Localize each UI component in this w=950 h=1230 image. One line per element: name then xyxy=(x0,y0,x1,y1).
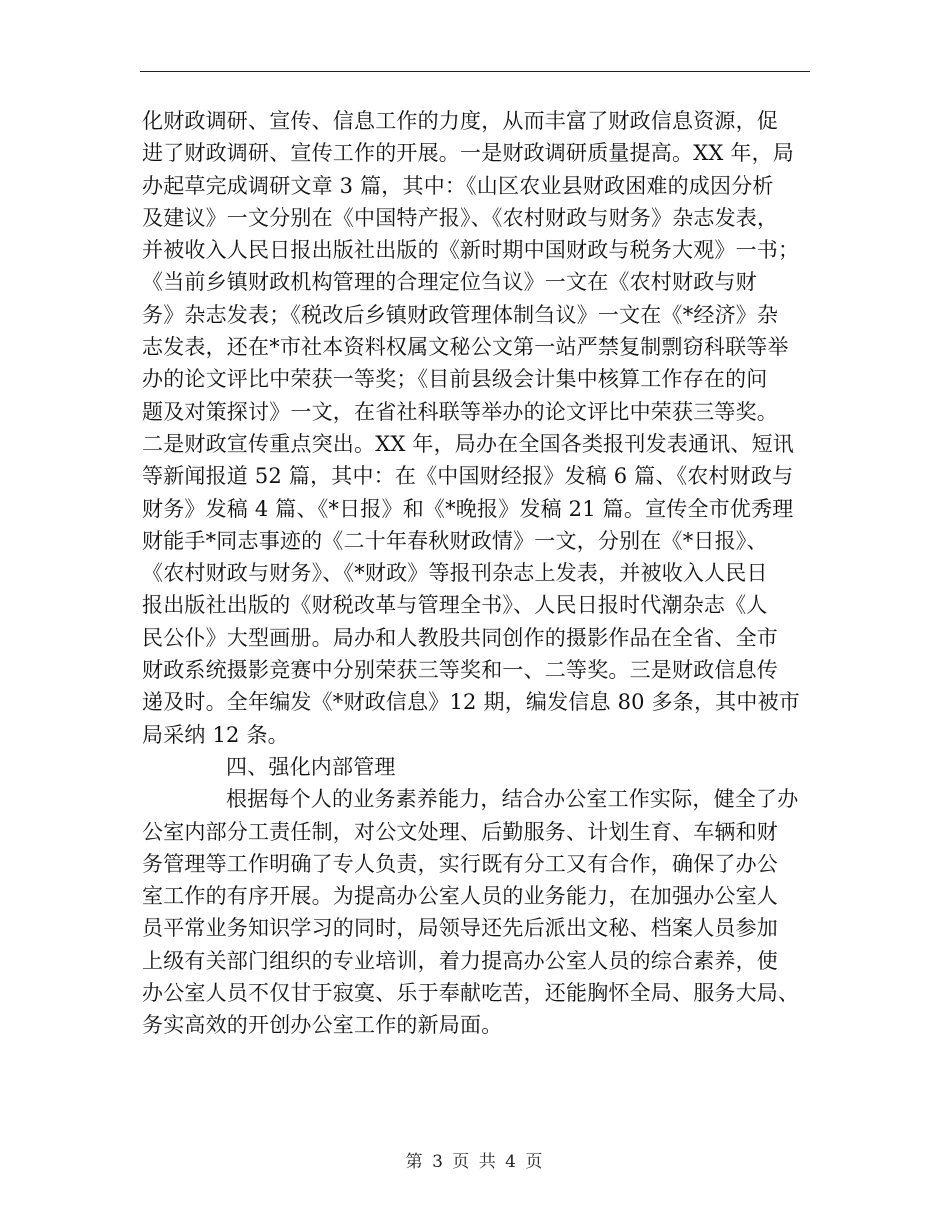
body-line: 《当前乡镇财政机构管理的合理定位刍议》一文在《农村财政与财 xyxy=(142,270,757,295)
body-line: 及建议》一文分别在《中国特产报》、《农村财政与财务》杂志发表， xyxy=(142,205,779,230)
header-rule xyxy=(140,71,810,72)
body-line: 进了财政调研、宣传工作的开展。一是财政调研质量提高。XX 年，局 xyxy=(142,141,794,166)
body-line: 务》杂志发表；《税改后乡镇财政管理体制刍议》一文在《*经济》杂 xyxy=(142,302,779,327)
body-line: 二是财政宣传重点突出。XX 年，局办在全国各类报刊发表通讯、短讯 xyxy=(142,431,794,456)
body-line: 题及对策探讨》一文，在省社科联等举办的论文评比中荣获三等奖。 xyxy=(142,399,778,424)
body-line: 民公仆》大型画册。局办和人教股共同创作的摄影作品在全省、全市 xyxy=(142,625,778,650)
section-line: 务管理等工作明确了专人负责，实行既有分工又有合作，确保了办公 xyxy=(142,851,778,876)
body-line: 局采纳 12 条。 xyxy=(142,722,289,747)
section-line: 室工作的有序开展。为提高办公室人员的业务能力，在加强办公室人 xyxy=(142,884,778,909)
section-heading: 四、强化内部管理 xyxy=(226,754,396,779)
body-line: 办的论文评比中荣获一等奖；《目前县级会计集中核算工作存在的问 xyxy=(142,367,768,392)
section-line: 务实高效的开创办公室工作的新局面。 xyxy=(142,1013,503,1038)
body-line: 递及时。全年编发《*财政信息》12 期，编发信息 80 多条，其中被市 xyxy=(142,690,800,715)
body-line: 报出版社出版的《财税改革与管理全书》、人民日报时代潮杂志《人 xyxy=(142,593,768,618)
section-line: 上级有关部门组织的专业培训，着力提高办公室人员的综合素养，使 xyxy=(142,948,778,973)
body-line: 等新闻报道 52 篇，其中：在《中国财经报》发稿 6 篇、《农村财政与 xyxy=(142,464,794,489)
body-line: 财政系统摄影竞赛中分别荣获三等奖和一、二等奖。三是财政信息传 xyxy=(142,658,778,683)
body-line: 办起草完成调研文章 3 篇，其中：《山区农业县财政困难的成因分析 xyxy=(142,173,774,198)
body-line: 志发表，还在*市社本资料权属文秘公文第一站严禁复制剽窃科联等举 xyxy=(142,335,789,360)
body-line: 化财政调研、宣传、信息工作的力度，从而丰富了财政信息资源，促 xyxy=(142,109,778,133)
page-number-footer: 第 3 页 共 4 页 xyxy=(405,1152,545,1172)
body-line: 并被收入人民日报出版社出版的《新时期中国财政与税务大观》一书； xyxy=(142,238,800,263)
body-line: 财能手*同志事迹的《二十年春秋财政情》一文，分别在《*日报》、 xyxy=(142,528,768,553)
section-line: 员平常业务知识学习的同时，局领导还先后派出文秘、档案人员参加 xyxy=(142,916,778,941)
section-line: 办公室人员不仅甘于寂寞、乐于奉献吃苦，还能胸怀全局、服务大局、 xyxy=(142,981,800,1006)
section-line: 根据每个人的业务素养能力，结合办公室工作实际，健全了办 xyxy=(226,787,799,812)
document-body xyxy=(142,105,808,1042)
section-line: 公室内部分工责任制，对公文处理、后勤服务、计划生育、车辆和财 xyxy=(142,819,778,844)
body-line: 财务》发稿 4 篇、《*日报》和《*晚报》发稿 21 篇。宣传全市优秀理 xyxy=(142,496,794,521)
body-line: 《农村财政与财务》、《*财政》等报刊杂志上发表，并被收入人民日 xyxy=(142,561,768,586)
